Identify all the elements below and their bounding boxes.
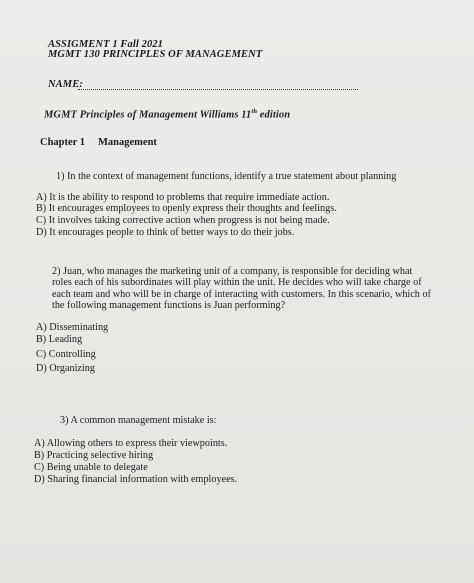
question-2-option-d: D) Organizing [36,363,95,374]
question-2-option-a: A) Disseminating [36,322,109,333]
question-3 [60,415,216,426]
question-1-option-d: D) It encourages people to think of better ways to do their jobs. [36,227,295,238]
course-title: MGMT 130 PRINCIPLES OF MANAGEMENT [48,49,263,60]
question-2-line-4: the following management functions is Juan performing? [52,300,286,312]
question-1-option-c: C) It involves taking corrective action when progress is not being made. [36,215,330,226]
question-2-option-b: B) Leading [36,334,83,345]
name-blank-line [78,89,358,90]
textbook-edition-sup: th [251,108,258,115]
question-1-line: 1) In the context of management functions, identify a true statement about planning [56,171,397,182]
question-1-option-b: B) It encourages employees to openly express their thoughts and feelings. [36,203,337,214]
question-2-line-1: 2) Juan, who manages the marketing unit of a company, is responsible for deciding what [52,266,413,277]
question-3-option-c: C) Being unable to delegate [34,462,148,473]
chapter-title: Management [98,137,157,148]
textbook-title-suffix: edition [257,109,291,121]
question-3-option-a: A) Allowing others to express their viewpoints. [34,438,228,449]
question-2-option-c: C) Controlling [36,349,96,360]
chapter-label: Chapter 1 [40,137,86,148]
textbook-title [44,109,290,121]
assignment-title: ASSIGMENT 1 Fall 2021 [48,39,164,50]
question-3-option-b: B) Practicing selective hiring [34,450,154,461]
textbook-title-prefix: MGMT Principles of Management Williams 11 [44,109,252,121]
question-3-option-d: D) Sharing financial information with employees. [34,474,238,485]
question-2-line-3: each team and who will be in charge of interacting with customers. In this scenario, which of [52,288,431,300]
question-1 [56,171,396,182]
question-2-line-2: roles each of his subordinates will play within the unit. He decides who will take charge of [52,277,422,289]
name-label: NAME: [48,79,83,90]
question-2 [52,266,431,312]
question-1-option-a: A) It is the ability to respond to problems that require immediate action. [36,192,330,203]
question-3-line: 3) A common management mistake is: [60,415,217,426]
